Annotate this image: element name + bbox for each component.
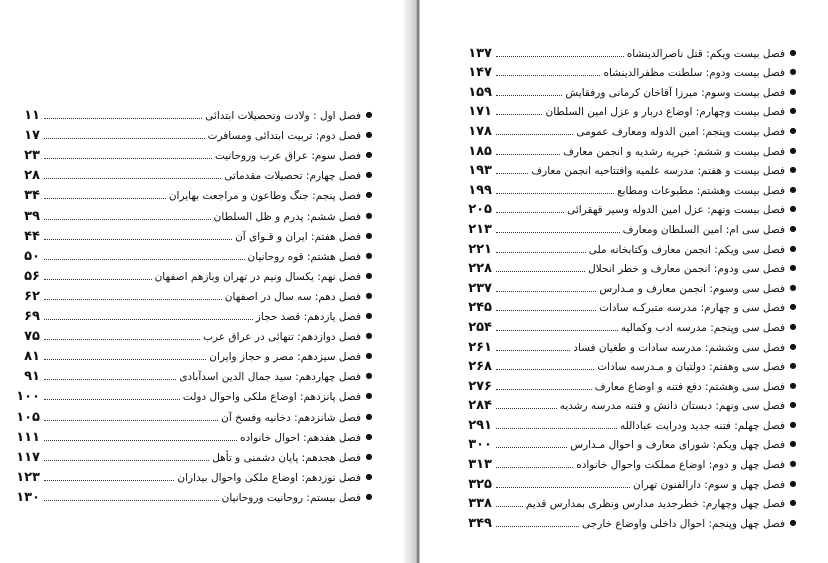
dot-leader	[496, 94, 562, 96]
toc-entry-label: فصل سوم: عراق عرب وروحانیت	[214, 150, 361, 163]
toc-entry-label: فصل بیست وسوم: میرزا آقاخان کرمانی ورفقایش	[565, 86, 785, 99]
toc-page-number: ۱۷۱	[468, 104, 492, 120]
bullet-icon: ●	[789, 125, 797, 135]
toc-entry-label: فصل دوم: تربیت ابتدائی ومسافرت	[207, 130, 361, 143]
dot-leader	[496, 407, 557, 409]
bullet-icon: ●	[365, 290, 373, 300]
bullet-icon: ●	[365, 150, 373, 160]
toc-entry-label: فصل یازدهم: قصد حجاز	[255, 311, 361, 324]
bullet-icon: ●	[365, 491, 373, 501]
toc-entry-label: فصل چهل و سوم: دارالفنون تهران	[633, 478, 785, 491]
toc-page-number: ۵۰	[24, 248, 40, 264]
dot-leader	[496, 427, 617, 429]
toc-entry-label: فصل بیست و هفتم: مدرسه علمیه وافتتاحیه انجمن معارف	[531, 165, 785, 178]
bullet-icon: ●	[789, 106, 797, 116]
toc-page-number: ۲۳۷	[468, 280, 492, 296]
toc-entry-label: فصل ششم: پدرم و ظل السلطان	[213, 210, 361, 223]
toc-entry-label: فصل چهل وپنجم: احوال داخلی واوضاع خارجی	[582, 517, 785, 530]
bullet-icon: ●	[789, 361, 797, 371]
toc-page-number: ۳۹	[24, 208, 40, 224]
bullet-icon: ●	[789, 321, 797, 331]
toc-entry	[6, 486, 374, 506]
bullet-icon: ●	[365, 170, 373, 180]
dot-leader	[496, 55, 624, 57]
bullet-icon: ●	[789, 204, 797, 214]
toc-entry	[6, 124, 374, 144]
toc-page-number: ۳۴۹	[468, 515, 492, 531]
dot-leader	[44, 177, 221, 179]
toc-page-number: ۴۴	[24, 228, 40, 244]
toc-entry-label: فصل دوازدهم: تنهائی در عراق عرب	[203, 331, 361, 344]
toc-entry	[462, 199, 798, 219]
bullet-icon: ●	[789, 165, 797, 175]
dot-leader	[496, 486, 630, 488]
toc-entry-label: فصل هجدهم: پایان دشمنی و تأهل	[212, 451, 361, 464]
toc-entry	[462, 62, 798, 82]
bullet-icon: ●	[365, 210, 373, 220]
dot-leader	[496, 251, 586, 253]
toc-entry-label: فصل بیست وهشتم: مطبوعات ومطابع	[616, 184, 785, 197]
toc-entry-label: فصل بیست و ششم: خیریه رشدیه و انجمن معارف	[563, 145, 785, 158]
bullet-icon: ●	[365, 431, 373, 441]
toc-entry	[6, 385, 374, 405]
bullet-icon: ●	[789, 478, 797, 488]
toc-entry	[462, 473, 798, 493]
toc-entry	[462, 434, 798, 454]
toc-entry-label: فصل سی ونهم: دبستان دانش و فتنه مدرسه رشدیه	[559, 400, 785, 413]
toc-entry	[6, 204, 374, 224]
dot-leader	[44, 137, 205, 139]
bullet-icon: ●	[789, 282, 797, 292]
toc-entry-label: فصل پنجم: جنگ وطاعون و مراجعت بهایران	[168, 190, 361, 203]
toc-entry	[6, 426, 374, 446]
toc-entry	[462, 140, 798, 160]
toc-entry	[6, 446, 374, 466]
toc-page-number: ۲۰۵	[468, 202, 492, 218]
toc-page-number: ۱۱۷	[16, 449, 40, 465]
dot-leader	[44, 238, 232, 240]
dot-leader	[44, 157, 212, 159]
bullet-icon: ●	[365, 351, 373, 361]
toc-entry-label: فصل اول : ولادت وتحصیلات ابتدائی	[205, 110, 361, 123]
dot-leader	[44, 439, 237, 441]
toc-entry-label: فصل دهم: سه سال در اصفهان	[224, 290, 361, 303]
toc-entry	[462, 277, 798, 297]
dot-leader	[44, 298, 222, 300]
dot-leader	[496, 172, 528, 174]
toc-entry-label: فصل هفدهم: احوال خانواده	[239, 431, 361, 444]
toc-page-number: ۱۲۳	[16, 469, 40, 485]
toc-entry	[6, 345, 374, 365]
toc-entry-label: فصل چهل ویکم: شورای معارف و احوال مـدارس	[570, 439, 785, 452]
toc-entry	[462, 120, 798, 140]
toc-entry	[462, 218, 798, 238]
toc-entry	[462, 160, 798, 180]
dot-leader	[496, 388, 592, 390]
bullet-icon: ●	[365, 130, 373, 140]
bullet-icon: ●	[365, 250, 373, 260]
dot-leader	[496, 74, 600, 76]
toc-page-number: ۱۴۷	[468, 65, 492, 81]
dot-leader	[496, 133, 573, 135]
toc-entry-label: فصل سی وهفتم: دولتیان و مـدرسه سادات	[597, 361, 785, 374]
dot-leader	[44, 197, 166, 199]
bullet-icon: ●	[365, 331, 373, 341]
dot-leader	[496, 446, 567, 448]
bullet-icon: ●	[365, 270, 373, 280]
toc-entry	[462, 336, 798, 356]
dot-leader	[496, 270, 585, 272]
dot-leader	[44, 218, 211, 220]
toc-entry	[6, 225, 374, 245]
dot-leader	[496, 309, 596, 311]
toc-page-number: ۱۷۸	[468, 123, 492, 139]
toc-page-number: ۶۲	[24, 288, 40, 304]
toc-page-number: ۶۹	[24, 309, 40, 325]
toc-page-number: ۱۳۰	[16, 489, 40, 505]
toc-entry-label: فصل سی ودوم: انجمن معارف و خطر انحلال	[588, 263, 785, 276]
toc-entry	[6, 164, 374, 184]
bullet-icon: ●	[365, 451, 373, 461]
toc-entry	[462, 512, 798, 532]
bullet-icon: ●	[789, 86, 797, 96]
bullet-icon: ●	[789, 263, 797, 273]
toc-page-number: ۱۳۷	[468, 45, 492, 61]
toc-page-number: ۳۳۸	[468, 496, 492, 512]
toc-page-number: ۳۰۰	[468, 437, 492, 453]
bullet-icon: ●	[789, 439, 797, 449]
toc-page-number: ۲۸	[24, 168, 40, 184]
toc-entry-label: فصل نوزدهم: اوضاع ملکی واحوال بیداران	[177, 471, 361, 484]
bullet-icon: ●	[365, 471, 373, 481]
dot-leader	[496, 505, 523, 507]
toc-entry	[462, 356, 798, 376]
dot-leader	[44, 258, 245, 260]
toc-entry	[462, 493, 798, 513]
dot-leader	[496, 153, 560, 155]
toc-page-number: ۱۱۱	[16, 429, 40, 445]
dot-leader	[44, 479, 174, 481]
toc-entry-label: فصل چهل و دوم: اوضاع مملکت واحوال خانواده	[576, 459, 785, 472]
toc-entry-label: فصل سی وپنجم: مدرسه ادب وکمالیه	[620, 321, 785, 334]
dot-leader	[44, 358, 206, 360]
toc-entry	[6, 184, 374, 204]
bullet-icon: ●	[789, 145, 797, 155]
bullet-icon: ●	[365, 230, 373, 240]
dot-leader	[496, 113, 542, 115]
bullet-icon: ●	[789, 380, 797, 390]
bullet-icon: ●	[365, 190, 373, 200]
toc-entry-label: فصل چهارم: تحصیلات مقدماتی	[224, 170, 361, 183]
dot-leader	[496, 329, 618, 331]
dot-leader	[44, 419, 218, 421]
toc-entry-label: فصل بیست وپنجم: امین الدوله ومعارف عمومی	[576, 125, 785, 138]
bullet-icon: ●	[789, 243, 797, 253]
dot-leader	[44, 459, 209, 461]
toc-page-number: ۲۲۸	[468, 261, 492, 277]
toc-page-number: ۲۶۸	[468, 359, 492, 375]
dot-leader	[44, 278, 152, 280]
bullet-icon: ●	[789, 302, 797, 312]
toc-entry-label: فصل چهاردهم: سید جمال الدین اسدآبادی	[179, 371, 361, 384]
bullet-icon: ●	[789, 184, 797, 194]
toc-entry-label: فصل بیست وچهارم: اوضاع دربار و عزل امین السلطان	[545, 106, 785, 119]
toc-entry-label: فصل سی وششم: مدرسه سادات و طغیان فساد	[573, 341, 785, 354]
dot-leader	[496, 349, 570, 351]
dot-leader	[44, 398, 180, 400]
bullet-icon: ●	[789, 517, 797, 527]
bullet-icon: ●	[789, 341, 797, 351]
toc-entry	[462, 42, 798, 62]
bullet-icon: ●	[365, 411, 373, 421]
dot-leader	[496, 192, 614, 194]
toc-page-number: ۳۲۵	[468, 476, 492, 492]
toc-entry	[6, 325, 374, 345]
toc-page-number: ۳۴	[24, 188, 40, 204]
toc-entry	[462, 395, 798, 415]
toc-page-number: ۱۷	[24, 128, 40, 144]
toc-entry	[6, 305, 374, 325]
toc-entry-label: فصل هفتم: ایران و قـوای آن	[235, 230, 361, 243]
toc-entry	[462, 375, 798, 395]
toc-page-number: ۲۹۱	[468, 417, 492, 433]
toc-entry	[462, 81, 798, 101]
bullet-icon: ●	[789, 498, 797, 508]
toc-entry	[6, 245, 374, 265]
toc-entry-label: فصل هشتم: قوه روحانیان	[247, 250, 361, 263]
bullet-icon: ●	[789, 400, 797, 410]
dot-leader	[496, 368, 594, 370]
toc-entry	[6, 405, 374, 425]
toc-page-number: ۲۲۱	[468, 241, 492, 257]
toc-page-number: ۱۱	[24, 108, 40, 124]
toc-page-number: ۲۸۴	[468, 398, 492, 414]
toc-entry	[6, 265, 374, 285]
dot-leader	[44, 338, 200, 340]
bullet-icon: ●	[789, 419, 797, 429]
toc-page-number: ۲۱۳	[468, 221, 492, 237]
toc-page-number: ۸۱	[24, 349, 40, 365]
toc-page-number: ۱۵۹	[468, 84, 492, 100]
page-gutter	[404, 0, 420, 563]
bullet-icon: ●	[789, 223, 797, 233]
toc-entry-label: فصل چهلم: فتنه جدید ودرایت عبادالله	[619, 419, 785, 432]
bullet-icon: ●	[365, 371, 373, 381]
toc-entry-label: فصل بیست ونهم: عزل امین الدوله وسیر قهقرائی	[567, 204, 785, 217]
dot-leader	[496, 211, 564, 213]
bullet-icon: ●	[789, 67, 797, 77]
toc-list-right	[462, 42, 798, 532]
toc-entry-label: فصل سی وهشتم: دفع فتنه و اوضاع معارف	[594, 380, 785, 393]
dot-leader	[44, 117, 202, 119]
bullet-icon: ●	[365, 110, 373, 120]
toc-entry-label: فصل چهل وچهارم: خطرجدید مدارس ونظری بمدارس قدیم	[525, 498, 785, 511]
toc-page-number: ۲۴۵	[468, 300, 492, 316]
toc-entry	[6, 104, 374, 124]
toc-entry	[462, 316, 798, 336]
toc-entry-label: فصل بیست ویکم: قتل ناصرالدینشاه	[626, 47, 785, 60]
toc-entry-label: فصل سی ویکم: انجمن معارف وکتابخانه ملی	[588, 243, 785, 256]
toc-entry-label: فصل بیستم: روحانیت وروحانیان	[221, 491, 361, 504]
toc-page-number: ۷۵	[24, 329, 40, 345]
dot-leader	[496, 290, 596, 292]
toc-entry	[462, 179, 798, 199]
bullet-icon: ●	[789, 47, 797, 57]
toc-entry	[462, 238, 798, 258]
bullet-icon: ●	[365, 311, 373, 321]
toc-page-number: ۲۳	[24, 148, 40, 164]
toc-entry-label: فصل نهم: یکسال ونیم در تهران وبازهم اصفهان	[154, 270, 361, 283]
toc-entry-label: فصل سیزدهم: مصر و حجاز وایران	[209, 351, 361, 364]
dot-leader	[44, 318, 253, 320]
toc-page-number: ۱۹۹	[468, 182, 492, 198]
dot-leader	[496, 231, 620, 233]
toc-entry-label: فصل شانزدهم: دخانیه وفسخ آن	[221, 411, 361, 424]
toc-entry-label: فصل پانزدهم: اوضاع ملکی واحوال دولت	[182, 391, 361, 404]
toc-entry	[6, 285, 374, 305]
bullet-icon: ●	[789, 459, 797, 469]
dot-leader	[44, 378, 176, 380]
toc-page-number: ۱۰۰	[16, 389, 40, 405]
toc-entry	[462, 297, 798, 317]
toc-entry-label: فصل بیست ودوم: سلطنت مظفرالدینشاه	[603, 67, 785, 80]
bullet-icon: ●	[365, 391, 373, 401]
toc-page-number: ۲۶۱	[468, 339, 492, 355]
toc-entry	[462, 258, 798, 278]
toc-page-number: ۱۰۵	[16, 409, 40, 425]
toc-page-number: ۲۵۴	[468, 319, 492, 335]
toc-entry	[6, 365, 374, 385]
dot-leader	[496, 525, 579, 527]
toc-entry	[6, 144, 374, 164]
toc-entry	[462, 453, 798, 473]
toc-entry	[462, 101, 798, 121]
toc-page-number: ۱۸۵	[468, 143, 492, 159]
toc-list-left	[6, 104, 374, 506]
toc-entry	[6, 466, 374, 486]
toc-page-number: ۲۷۶	[468, 378, 492, 394]
toc-page-number: ۹۱	[24, 369, 40, 385]
toc-page-number: ۵۶	[24, 268, 40, 284]
toc-entry-label: فصل سی و چهارم: مدرسه متبرکـه سادات	[599, 302, 785, 315]
toc-page-number: ۱۹۳	[468, 163, 492, 179]
toc-page-number: ۳۱۳	[468, 457, 492, 473]
toc-entry-label: فصل سی وسوم: انجمن معارف و مـدارس	[599, 282, 785, 295]
toc-entry-label: فصل سی ام: امین السلطان ومعارف	[622, 223, 785, 236]
dot-leader	[496, 466, 573, 468]
toc-entry	[462, 414, 798, 434]
dot-leader	[44, 499, 219, 501]
